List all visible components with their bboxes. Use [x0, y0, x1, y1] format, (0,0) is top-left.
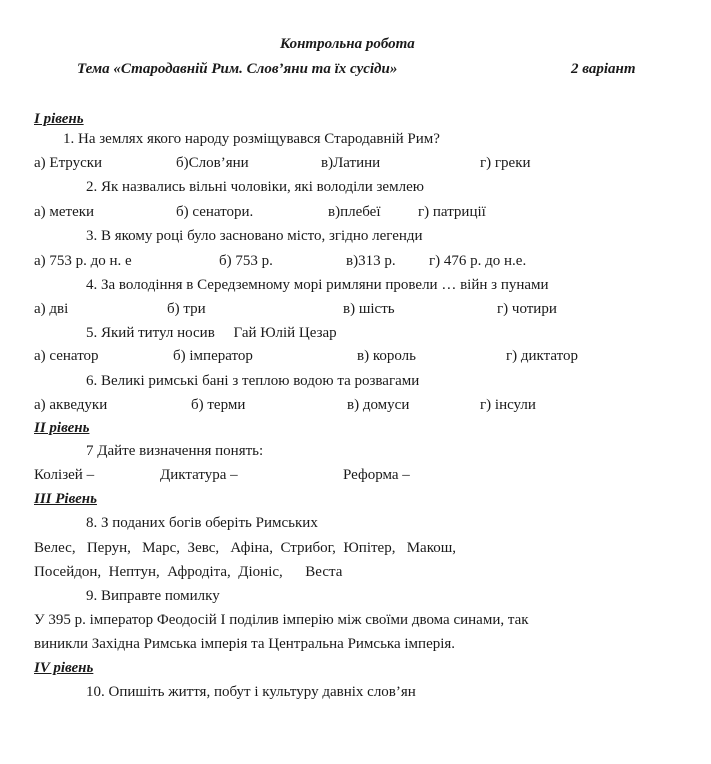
variant-label: 2 варіант — [571, 61, 636, 77]
question-6: 6. Великі римські бані з теплою водою та розвагами — [86, 373, 420, 389]
q1-option-b: б)Слов’яни — [176, 155, 249, 171]
q5-option-b: б) імператор — [173, 348, 253, 364]
level-2-heading: ІІ рівень — [34, 420, 90, 436]
q6-option-d: г) інсули — [480, 397, 536, 413]
q5-option-d: г) диктатор — [506, 348, 579, 364]
q6-option-c: в) домуси — [347, 397, 410, 413]
q4-option-b: б) три — [167, 301, 206, 317]
q5-option-c: в) король — [357, 348, 416, 364]
q1-option-c: в)Латини — [321, 155, 381, 171]
question-3: 3. В якому році було засновано місто, згідно легенди — [86, 228, 423, 244]
question-7: 7 Дайте визначення понять: — [86, 443, 264, 459]
q9-text-line-1: У 395 р. імператор Феодосій І поділив імперію між своїми двома синами, так — [34, 612, 529, 628]
q8-gods-line-2: Посейдон, Нептун, Афродіта, Діоніс, Веста — [34, 564, 343, 580]
q2-option-b: б) сенатори. — [176, 204, 254, 220]
q8-gods-line-1: Велес, Перун, Марс, Зевс, Афіна, Стрибог, Юпітер, Макош, — [34, 540, 457, 556]
q9-text-line-2: виникли Західна Римська імперія та Центральна Римська імперія. — [34, 636, 456, 652]
q4-option-a: а) дві — [34, 301, 69, 317]
q7-term-dictatorship: Диктатура – — [160, 467, 238, 483]
worksheet-title: Контрольна робота — [280, 36, 415, 52]
question-2: 2. Як назвались вільні чоловіки, які володіли землею — [86, 179, 424, 195]
question-8: 8. З поданих богів оберіть Римських — [86, 515, 318, 531]
question-1: 1. На землях якого народу розміщувався Стародавній Рим? — [63, 131, 440, 147]
question-5: 5. Який титул носив Гай Юлій Цезар — [86, 325, 337, 341]
level-4-heading: ІV рівень — [34, 660, 94, 676]
question-10: 10. Опишіть життя, побут і культуру давніх слов’ян — [86, 684, 416, 700]
level-1-heading: І рівень — [34, 111, 84, 127]
q3-option-a: а) 753 р. до н. е — [34, 253, 132, 269]
q6-option-b: б) терми — [191, 397, 246, 413]
q2-option-c: в)плебеї — [328, 204, 381, 220]
q3-option-c: в)313 р. — [346, 253, 396, 269]
q5-option-a: а) сенатор — [34, 348, 99, 364]
q6-option-a: а) акведуки — [34, 397, 108, 413]
q1-option-a: а) Етруски — [34, 155, 103, 171]
q7-term-colosseum: Колізей – — [34, 467, 95, 483]
q4-option-c: в) шість — [343, 301, 395, 317]
q2-option-d: г) патриції — [418, 204, 486, 220]
level-3-heading: ІІІ Рівень — [34, 491, 97, 507]
q2-option-a: а) метеки — [34, 204, 95, 220]
question-4: 4. За володіння в Середземному морі римляни провели … війн з пунами — [86, 277, 549, 293]
q4-option-d: г) чотири — [497, 301, 557, 317]
q7-term-reform: Реформа – — [343, 467, 410, 483]
topic-line: Тема «Стародавній Рим. Слов’яни та їх сусіди» — [77, 61, 398, 77]
q3-option-b: б) 753 р. — [219, 253, 273, 269]
q1-option-d: г) греки — [480, 155, 531, 171]
question-9: 9. Виправте помилку — [86, 588, 220, 604]
q3-option-d: г) 476 р. до н.е. — [429, 253, 527, 269]
